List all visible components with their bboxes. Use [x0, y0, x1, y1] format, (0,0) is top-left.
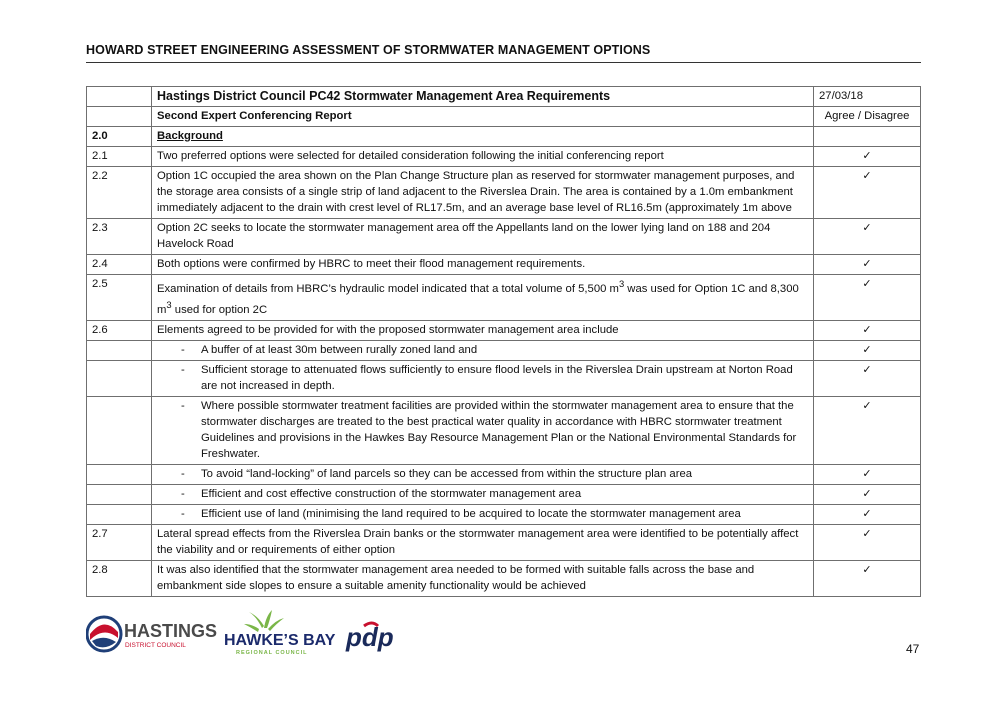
row-number: 2.7 — [87, 524, 152, 560]
document-header: HOWARD STREET ENGINEERING ASSESSMENT OF STORMWATER MANAGEMENT OPTIONS — [86, 43, 651, 57]
bullet-dash: - — [181, 467, 185, 480]
check-mark-icon: ✓ — [862, 342, 872, 356]
agree-disagree-header: Agree / Disagree — [814, 107, 921, 127]
row-text: Option 2C seeks to locate the stormwater management area off the Appellants land on the lower lying land on 188 and 204 Havelock Road — [152, 219, 814, 255]
pdp-logo — [345, 622, 394, 652]
bullet-text: Where possible stormwater treatment facilities are provided within the stormwater management area to ensure that the stormwater discharges are treated to the best practical water quality in accordance with HBRC stormwater treatment Guidelines and provisions in the Hawkes Bay Resource Management Plan or the National Environmental Standards for Freshwater. — [201, 399, 797, 460]
bullet-row — [87, 340, 921, 360]
hbrc-logo — [224, 610, 336, 656]
row-text: Examination of details from HBRC’s hydraulic model indicated that a total volume of 5,500 $m^3$ was used for Option 1C and 8,300 $m^3$ used for option 2C — [152, 275, 814, 321]
table-subtitle-row — [87, 107, 921, 127]
bullet-text: A buffer of at least 30m between rurally zoned land and — [201, 343, 478, 356]
hbrc-logo-name: HAWKE’S BAY — [224, 632, 336, 649]
row-number: 2.2 — [87, 167, 152, 219]
hbrc-logo-sub: REGIONAL COUNCIL — [236, 650, 308, 656]
check-mark-icon: ✓ — [862, 398, 872, 412]
hastings-logo — [87, 617, 217, 651]
section-row — [87, 127, 921, 147]
row-number: 2.3 — [87, 219, 152, 255]
row-text: Two preferred options were selected for detailed consideration following the initial conferencing report — [152, 147, 814, 167]
check-mark-icon: ✓ — [862, 149, 872, 162]
table-row — [87, 320, 921, 340]
hastings-logo-sub: DISTRICT COUNCIL — [125, 642, 186, 649]
check-mark-icon: ✓ — [862, 506, 872, 520]
bullet-text: Efficient and cost effective construction of the stormwater management area — [201, 487, 582, 500]
check-mark-icon: ✓ — [862, 277, 872, 290]
row-text: It was also identified that the stormwater management area needed to be formed with suitable falls across the base and embankment side slopes to ensure a suitable amenity functionality would be achieved — [152, 560, 814, 596]
check-mark-icon: ✓ — [862, 526, 872, 540]
bullet-row — [87, 360, 921, 396]
bullet-dash: - — [181, 363, 185, 376]
row-text: Option 1C occupied the area shown on the Plan Change Structure plan as reserved for stormwater management purposes, and the storage area consists of a single strip of land adjacent to the Riverslea Drain. The area is contained by a 1.0m embankment immediately adjacent to the drain with crest level of RL17.5m, and an average base level of RL16.5m (approximately 1m above — [152, 167, 814, 219]
row-number: 2.6 — [87, 320, 152, 340]
table-row — [87, 255, 921, 275]
row-text: Lateral spread effects from the Riverslea Drain banks or the stormwater management area were identified to be potentially affect the viability and or requirements of either option — [152, 524, 814, 560]
bullet-row — [87, 464, 921, 484]
row-text: Elements agreed to be provided for with the proposed stormwater management area include — [152, 320, 814, 340]
bullet-dash: - — [181, 343, 185, 356]
bullet-dash: - — [181, 399, 185, 412]
bullet-row — [87, 484, 921, 504]
bullet-row — [87, 504, 921, 524]
check-mark-icon: ✓ — [862, 466, 872, 480]
table-row — [87, 275, 921, 321]
table-title: Hastings District Council PC42 Stormwater Management Area Requirements — [152, 87, 814, 107]
table-row — [87, 167, 921, 219]
hastings-logo-name: HASTINGS — [124, 621, 218, 641]
row-number: 2.4 — [87, 255, 152, 275]
row-text: Both options were confirmed by HBRC to meet their flood management requirements. — [152, 255, 814, 275]
footer-logos — [86, 610, 416, 658]
check-mark-icon: ✓ — [862, 486, 872, 500]
bullet-row — [87, 396, 921, 464]
section-title: Background — [152, 127, 814, 147]
bullet-dash: - — [181, 487, 185, 500]
bullet-text: Efficient use of land (minimising the land required to be acquired to locate the stormwater management area — [201, 507, 741, 520]
header-rule — [86, 62, 921, 63]
row-number: 2.5 — [87, 275, 152, 321]
table-title-row — [87, 87, 921, 107]
table-date: 27/03/18 — [814, 87, 921, 107]
check-mark-icon: ✓ — [862, 257, 872, 270]
table-subtitle: Second Expert Conferencing Report — [152, 107, 814, 127]
check-mark-icon: ✓ — [862, 221, 872, 234]
check-mark-icon: ✓ — [862, 169, 872, 182]
check-mark-icon: ✓ — [862, 362, 872, 376]
row-number: 2.8 — [87, 560, 152, 596]
partner-logos — [86, 610, 416, 658]
bullet-text: To avoid “land-locking” of land parcels so they can be accessed from within the structure plan area — [201, 467, 693, 480]
table-row — [87, 524, 921, 560]
pdp-logo-name: pdp — [346, 622, 394, 652]
row-number: 2.1 — [87, 147, 152, 167]
requirements-table — [86, 86, 921, 597]
bullet-dash: - — [181, 507, 185, 520]
check-mark-icon: ✓ — [862, 322, 872, 336]
check-mark-icon: ✓ — [862, 562, 872, 576]
section-number: 2.0 — [87, 127, 152, 147]
bullet-text: Sufficient storage to attenuated flows sufficiently to ensure flood levels in the Riverslea Drain upstream at Norton Road are not increased in depth. — [201, 363, 793, 392]
table-row — [87, 219, 921, 255]
table-row — [87, 560, 921, 596]
page-number: 47 — [906, 642, 920, 656]
table-row — [87, 147, 921, 167]
